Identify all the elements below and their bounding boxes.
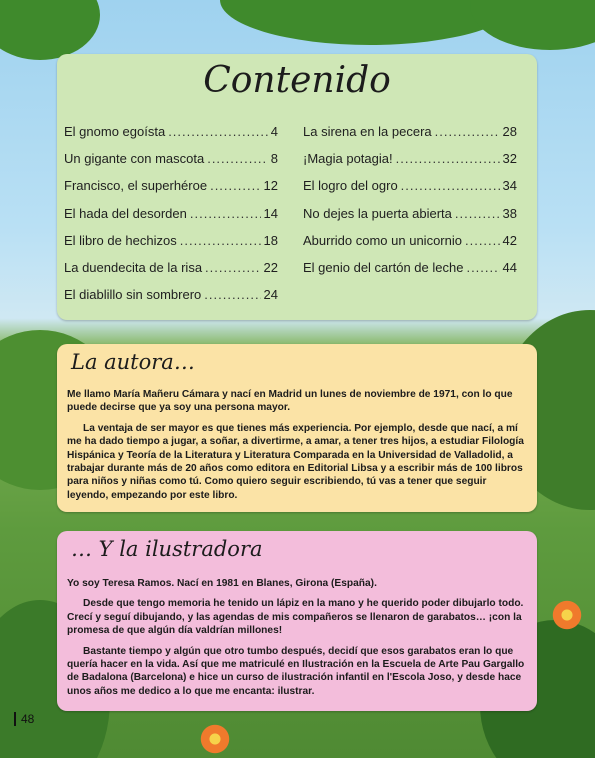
toc-leader-dots	[168, 124, 268, 139]
foliage-decoration	[470, 0, 595, 50]
toc-entry	[64, 260, 278, 287]
toc-entry-title: Aburrido como un unicornio	[303, 232, 462, 248]
toc-leader-dots	[204, 287, 260, 302]
toc-entry-title: Un gigante con mascota	[64, 151, 205, 167]
author-heading: La autora…	[71, 350, 195, 374]
toc-entry	[303, 233, 517, 260]
toc-entry-page: 42	[502, 232, 517, 248]
author-text	[67, 388, 527, 509]
toc-entry	[303, 206, 517, 233]
toc-entry-title: La duendecita de la risa	[64, 259, 203, 275]
toc-entry-page: 12	[263, 178, 278, 194]
page-number: 48	[14, 712, 34, 726]
illustrator-heading: … Y la ilustradora	[71, 537, 263, 561]
flower-icon	[198, 722, 232, 756]
toc-entry-page: 34	[502, 178, 517, 194]
toc-entry-page: 22	[263, 259, 278, 275]
toc-entry-page: 24	[263, 287, 278, 303]
table-of-contents	[57, 54, 537, 320]
toc-entry-title: El genio del cartón de leche	[303, 259, 464, 275]
illustrator-paragraph: Bastante tiempo y algún que otro tumbo después, decidí que esos garabatos eran lo que quería hacer en la vida. Así que me matriculé en Ilustración en la Escuela de Arte Pau Gargallo de Badalona (Barcelona) e hice un curso de ilustración infantil en l'Escola Joso, y desde hace unos años me dedico a lo que me encanta: ilustrar.	[67, 645, 525, 697]
toc-leader-dots	[207, 151, 268, 166]
toc-entry-page: 18	[263, 232, 278, 248]
toc-entry	[64, 178, 278, 205]
author-paragraph: La ventaja de ser mayor es que tienes más experiencia. Por ejemplo, desde que nací, a mí me ha dado tiempo a jugar, a soñar, a divertirme, a amar, a tener tres hijos, a estudiar Filología Hispánica y Teoría de la Literatura y Literatura Comparada en la Universidad de Valladolid, a trabajar durante más de 20 años como editora en Editorial Libsa y a escribir más de 100 libros para niños y niñas como tú. Como quiero seguir escribiendo, tú vas a tener que seguir leyendo, empezando por este libro.	[67, 422, 524, 501]
toc-entry-page: 8	[270, 151, 278, 167]
flower-icon	[550, 598, 584, 632]
toc-leader-dots	[435, 124, 500, 139]
toc-leader-dots	[466, 260, 499, 275]
toc-leader-dots	[210, 178, 260, 193]
author-paragraph: Me llamo María Mañeru Cámara y nací en Madrid un lunes de noviembre de 1971, con lo que puede decirse que ya soy una persona mayor.	[67, 389, 513, 414]
toc-entry	[64, 151, 278, 178]
toc-entry-title: El diablillo sin sombrero	[64, 287, 202, 303]
toc-entry-page: 38	[502, 205, 517, 221]
toc-entry	[64, 287, 278, 314]
toc-entry	[303, 151, 517, 178]
toc-entry-title: El gnomo egoísta	[64, 124, 166, 139]
toc-entry	[64, 233, 278, 260]
toc-entry-page: 32	[502, 151, 517, 167]
toc-entry	[64, 124, 278, 151]
toc-entry	[64, 206, 278, 233]
illustrator-text	[67, 577, 527, 705]
toc-entry-page: 44	[502, 259, 517, 275]
toc-entry-title: El libro de hechizos	[64, 232, 177, 248]
foliage-decoration	[0, 0, 100, 60]
illustrator-paragraph: Desde que tengo memoria he tenido un lápiz en la mano y he querido poder dibujarlo todo. Crecí y seguí dibujando, y las agendas de mis compañeros se llenaron de garabatos… ¡con la promesa de que algún día valdrían millones!	[67, 598, 524, 637]
toc-leader-dots	[190, 206, 261, 221]
author-section	[57, 344, 537, 512]
toc-leader-dots	[205, 260, 260, 275]
toc-entry-title: Francisco, el superhéroe	[64, 178, 208, 194]
toc-entry-page: 14	[263, 205, 278, 221]
toc-title: Contenido	[203, 60, 391, 101]
toc-entry-page: 28	[502, 124, 517, 139]
illustrator-section	[57, 531, 537, 711]
toc-entry-title: La sirena en la pecera	[303, 124, 432, 139]
toc-entry-title: ¡Magia potagia!	[303, 151, 393, 167]
toc-leader-dots	[455, 206, 500, 221]
toc-column-right	[303, 124, 517, 287]
toc-column-left	[64, 124, 278, 314]
toc-entry	[303, 260, 517, 287]
toc-leader-dots	[465, 233, 500, 248]
toc-leader-dots	[396, 151, 500, 166]
toc-entry-page: 4	[270, 124, 278, 139]
toc-entry-title: El logro del ogro	[303, 178, 398, 194]
toc-entry-title: El hada del desorden	[64, 205, 187, 221]
toc-entry	[303, 178, 517, 205]
toc-leader-dots	[401, 178, 500, 193]
toc-leader-dots	[180, 233, 261, 248]
illustrator-paragraph: Yo soy Teresa Ramos. Nací en 1981 en Blanes, Girona (España).	[67, 578, 377, 589]
toc-entry-title: No dejes la puerta abierta	[303, 205, 452, 221]
toc-entry	[303, 124, 517, 151]
